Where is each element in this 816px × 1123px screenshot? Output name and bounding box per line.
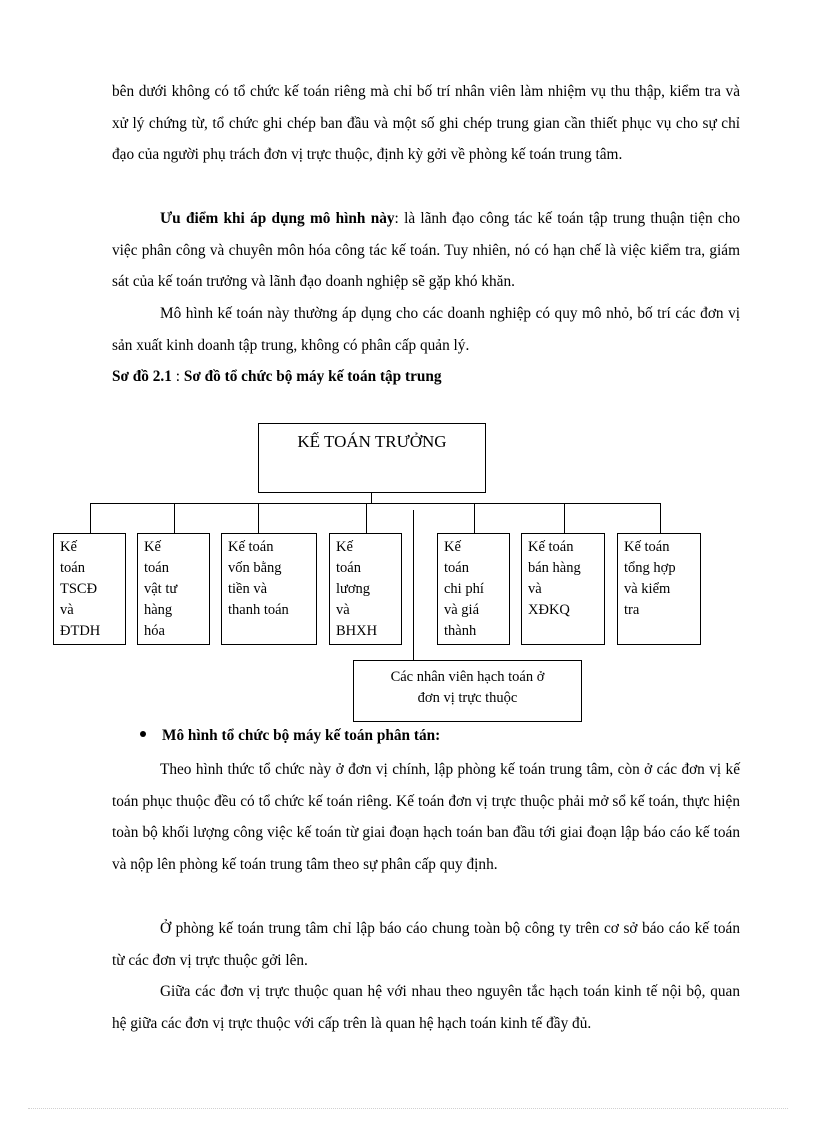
box-line: thanh toán [228,602,289,618]
drop-line-3 [258,503,259,533]
box-line: toán [336,560,361,576]
box-line: hàng [144,602,173,618]
caption-separator: : [171,368,184,385]
box-line: TSCĐ [60,581,98,597]
box-line: Các nhân viên hạch toán ở [390,669,545,685]
box-line: tiền và [228,581,268,597]
box-line: Kế toán [228,539,274,555]
drop-line-7 [660,503,661,533]
box-cost [437,533,510,645]
box-line: ĐTDH [60,623,101,639]
box-line: và kiểm [624,581,671,597]
vertical-connector-bottom [413,510,414,660]
advantages-heading: Ưu điểm khi áp dụng mô hình này [160,210,395,227]
box-line: Kế [60,539,77,555]
bullet-heading-row [140,724,440,748]
paragraph-advantages [112,203,740,298]
drop-line-4 [366,503,367,533]
box-line: vật tư [144,581,178,597]
box-line: tra [624,602,640,618]
box-line: đơn vị trực thuộc [417,690,518,706]
box-line: toán [60,560,85,576]
box-line: lương [336,581,371,597]
horizontal-connector [90,503,661,504]
chief-accountant-box: KẾ TOÁN TRƯỞNG [258,423,486,493]
drop-line-5 [474,503,475,533]
box-line: hóa [144,623,165,639]
page-footer-divider [28,1108,788,1109]
box-line: Kế [336,539,353,555]
box-general [617,533,701,645]
box-line: Kế toán [624,539,670,555]
drop-line-6 [564,503,565,533]
bullet-icon [140,731,146,737]
box-cash-payment [221,533,317,645]
paragraph-5: Ở phòng kế toán trung tâm chỉ lập báo cáo chung toàn bộ công ty trên cơ sở báo cáo kế toán từ các đơn vị trực thuộc gởi lên. [112,920,740,969]
box-line: Kế toán [528,539,574,555]
subsidiary-staff-box [353,660,582,722]
box-line: toán [144,560,169,576]
paragraph-1: bên dưới không có tổ chức kế toán riêng mà chỉ bố trí nhân viên làm nhiệm vụ thu thập, kiểm tra và xử lý chứng từ, tổ chức ghi chép ban đầu và một số ghi chép trung gian cần thiết phục vụ cho sự chỉ đạo của người phụ trách đơn vị trực thuộc, định kỳ gởi về phòng kế toán trung tâm. [112,83,740,163]
advantages-text: : là lãnh đạo công tác kế toán tập trung thuận tiện cho việc phân công và chuyên môn hóa công tác kế toán. Tuy nhiên, nó có hạn chế là việc kiểm tra, giám sát của kế toán trưởng và lãnh đạo doanh nghiệp sẽ gặp khó khăn. [112,210,740,290]
box-line: chi phí [444,581,484,597]
box-sales [521,533,605,645]
paragraph-6: Giữa các đơn vị trực thuộc quan hệ với nhau theo nguyên tắc hạch toán kinh tế nội bộ, quan hệ giữa các đơn vị trực thuộc với cấp trên là quan hệ hạch toán kinh tế đầy đủ. [112,983,740,1032]
box-materials [137,533,210,645]
box-line: và giá [444,602,480,618]
diagram-caption [112,365,442,389]
box-line: bán hàng [528,560,581,576]
caption-label: Sơ đồ 2.1 [112,368,172,385]
box-fixed-assets [53,533,126,645]
box-line: và [60,602,74,618]
box-line: và [336,602,350,618]
caption-title: Sơ đồ tổ chức bộ máy kế toán tập trung [183,368,442,385]
box-line: và [528,581,542,597]
box-line: XĐKQ [528,602,570,618]
box-line: toán [444,560,469,576]
box-line: Kế [144,539,161,555]
box-payroll [329,533,402,645]
drop-line-2 [174,503,175,533]
paragraph-4: Theo hình thức tổ chức này ở đơn vị chính, lập phòng kế toán trung tâm, còn ở các đơn vị kế toán phục thuộc đều có tổ chức kế toán riêng. Kế toán đơn vị trực thuộc phải mở sổ kế toán, thực hiện toàn bộ khối lượng công việc kế toán từ giai đoạn hạch toán ban đầu tới giai đoạn lập báo cáo kế toán và nộp lên phòng kế toán trung tâm theo sự phân cấp quy định. [112,761,740,873]
box-line: thành [444,623,477,639]
paragraph-3: Mô hình kế toán này thường áp dụng cho các doanh nghiệp có quy mô nhỏ, bố trí các đơn vị sản xuất kinh doanh tập trung, không có phân cấp quản lý. [112,305,740,354]
box-line: BHXH [336,623,378,639]
bullet-heading: Mô hình tổ chức bộ máy kế toán phân tán: [162,727,441,744]
box-line: vốn bằng [228,560,282,576]
box-line: Kế [444,539,461,555]
box-line: tổng hợp [624,560,676,576]
drop-line-1 [90,503,91,533]
